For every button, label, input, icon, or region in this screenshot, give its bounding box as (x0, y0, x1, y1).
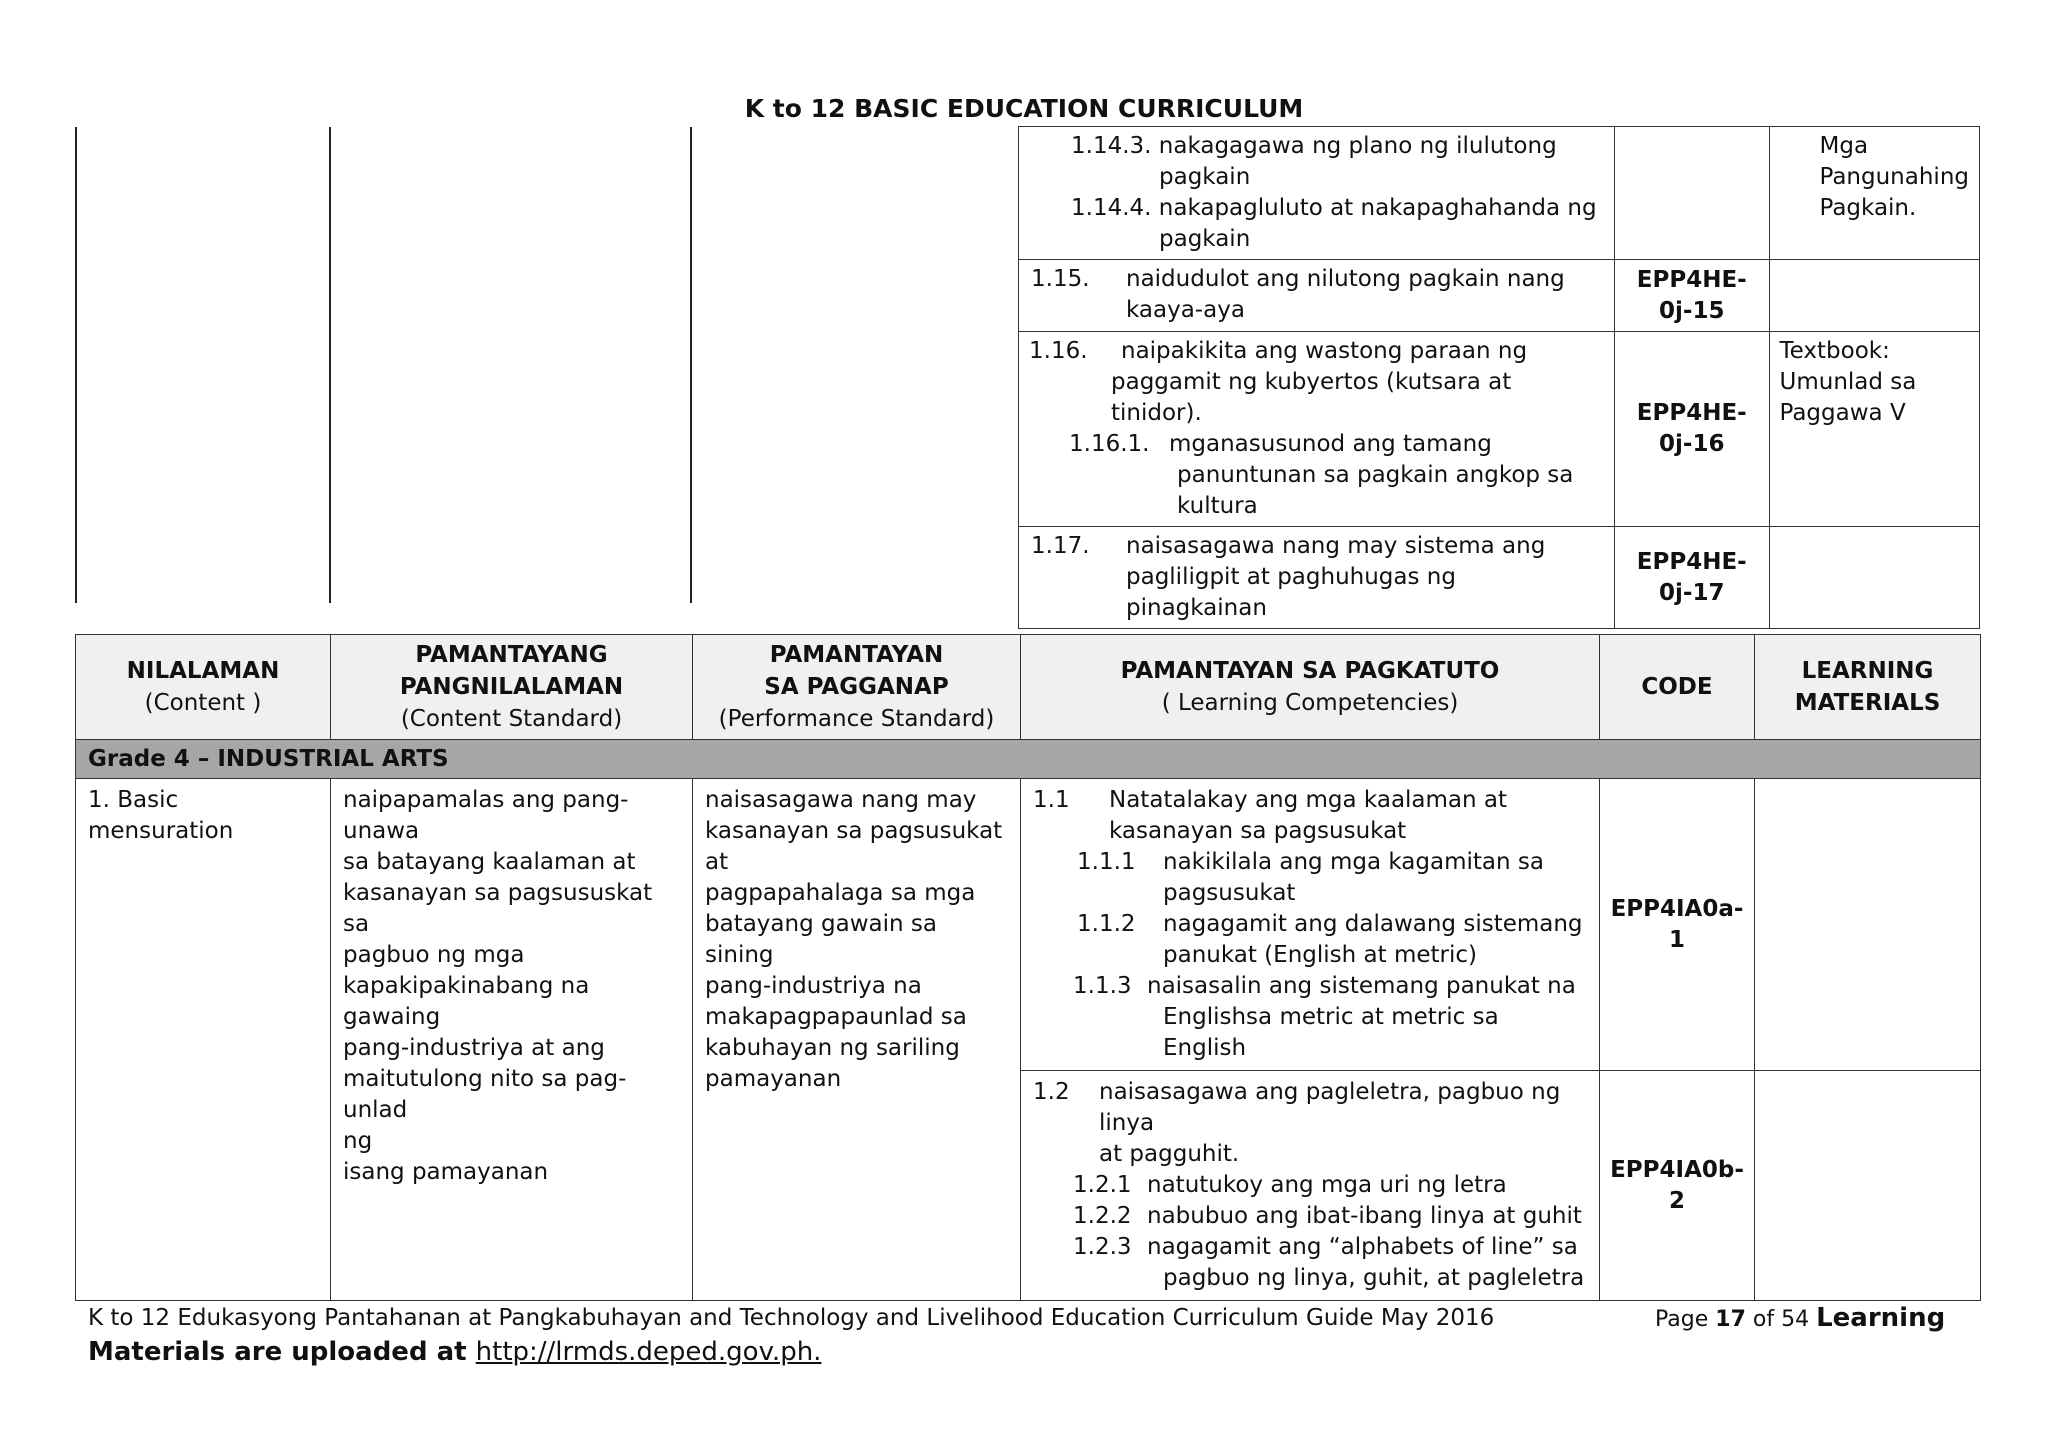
code-text: EPP4IA0a- (1610, 895, 1744, 922)
performance-standard-cell (693, 779, 1021, 1301)
page-prefix: Page (1655, 1307, 1716, 1332)
item-text: naisasagawa ang pagleletra, pagbuo ng linya (1099, 1079, 1561, 1136)
column-divider (329, 127, 331, 603)
footer-learning: Learning (1816, 1303, 1946, 1333)
item-text-cont: kasanayan sa pagsusukat (1109, 818, 1407, 844)
header-title: LEARNING (1801, 658, 1934, 684)
item-number: 1.2.2 (1073, 1203, 1132, 1229)
performance-standard-line: makapagpapaunlad sa (705, 1004, 967, 1030)
item-text-cont: pagkain (1159, 226, 1251, 252)
item-text-cont: paggamit ng kubyertos (kutsara at tinidor). (1111, 369, 1512, 426)
item-text-cont: pagbuo ng linya, guhit, at pagleletra (1163, 1265, 1585, 1291)
lrmds-link[interactable]: http://lrmds.deped.gov.ph. (475, 1337, 822, 1367)
item-text: nagagamit ang dalawang sistemang (1163, 911, 1583, 937)
competency-cell (1021, 1071, 1600, 1301)
content-standard-line: kasanayan sa pagsususkat sa (343, 880, 653, 937)
item-number: 1.1 (1033, 787, 1070, 813)
page-current: 17 (1715, 1307, 1746, 1332)
footer-materials-text: Materials are uploaded at (88, 1337, 476, 1367)
performance-standard-line: pang-industriya na (705, 973, 922, 999)
code-text: EPP4HE- (1636, 266, 1747, 293)
code-cell (1600, 779, 1755, 1071)
content-standard-line: kapakipakinabang na gawaing (343, 973, 590, 1030)
curriculum-table (75, 634, 1981, 1301)
header-content-standard (331, 635, 693, 740)
item-text: Natatalakay ang mga kaalaman at (1109, 787, 1508, 813)
item-text: naisasagawa nang may sistema ang (1126, 533, 1546, 559)
header-code (1600, 635, 1755, 740)
code-text: 0j-16 (1659, 431, 1725, 457)
page-total: of 54 (1745, 1307, 1817, 1332)
code-cell (1615, 127, 1770, 260)
header-title: PAMANTAYAN SA PAGKATUTO (1120, 658, 1500, 684)
item-text-cont: Englishsa metric at metric sa English (1163, 1004, 1499, 1061)
item-text: naidudulot ang nilutong pagkain nang (1126, 266, 1565, 292)
column-divider (75, 127, 77, 603)
content-cell: 1. Basic mensuration (76, 779, 331, 1301)
code-text: EPP4HE- (1636, 548, 1747, 575)
table-row (1019, 332, 1980, 527)
footer-text: K to 12 Edukasyong Pantahanan at Pangkabuhayan and Technology and Livelihood Education Curriculum Guide May 2016 (88, 1305, 1495, 1331)
continuation-table (1018, 126, 1980, 629)
competency-cell (1019, 332, 1615, 527)
header-content (76, 635, 331, 740)
header-performance-standard (693, 635, 1021, 740)
item-text-cont: kultura (1177, 493, 1258, 519)
header-title: MATERIALS (1794, 690, 1941, 716)
item-text: natutukoy ang mga uri ng letra (1147, 1172, 1507, 1198)
item-text: nagagamit ang “alphabets of line” sa (1147, 1234, 1578, 1260)
item-number: 1.1.3 (1073, 973, 1132, 999)
content-standard-line: ng (343, 1128, 373, 1154)
performance-standard-line: kasanayan sa pagsusukat at (705, 818, 1003, 875)
item-number: 1.17. (1031, 533, 1090, 559)
content-standard-line: pagbuo ng mga (343, 942, 525, 968)
performance-standard-line: pamayanan (705, 1066, 842, 1092)
competency-cell (1021, 779, 1600, 1071)
page-number (1655, 1303, 1945, 1333)
item-text: nakikilala ang mga kagamitan sa (1163, 849, 1544, 875)
code-text: EPP4HE- (1636, 400, 1747, 426)
competency-cell (1019, 127, 1615, 260)
materials-cell (1755, 1071, 1981, 1301)
code-text: 1 (1668, 926, 1685, 953)
table-row (1019, 127, 1980, 260)
table-row (1019, 527, 1980, 629)
materials-text: Pagkain. (1819, 195, 1917, 221)
item-number: 1.14.4. (1071, 195, 1152, 221)
header-row (76, 635, 1981, 740)
materials-text: Mga (1819, 133, 1869, 159)
item-text: nabubuo ang ibat-ibang linya at guhit (1147, 1203, 1582, 1229)
competency-cell (1019, 260, 1615, 332)
header-materials (1755, 635, 1981, 740)
performance-standard-line: batayang gawain sa sining (705, 911, 937, 968)
header-sub: (Content Standard) (400, 706, 623, 732)
item-text: naipakikita ang wastong paraan ng (1121, 338, 1528, 364)
competency-cell (1019, 527, 1615, 629)
code-text: 2 (1668, 1187, 1685, 1214)
materials-cell (1769, 260, 1980, 332)
header-sub: ( Learning Competencies) (1161, 690, 1459, 716)
header-title: CODE (1641, 674, 1713, 700)
materials-cell (1755, 779, 1981, 1071)
code-cell (1615, 260, 1770, 332)
item-text-cont: pagliligpit at paghuhugas ng pinagkainan (1126, 564, 1456, 621)
content-standard-cell (331, 779, 693, 1301)
content-standard-line: isang pamayanan (343, 1159, 549, 1185)
item-text: mganasusunod ang tamang (1169, 431, 1492, 457)
item-text: naisasalin ang sistemang panukat na (1147, 973, 1576, 999)
item-number: 1.16.1. (1069, 431, 1150, 457)
content-standard-line: naipapamalas ang pang-unawa (343, 787, 629, 844)
content-standard-line: maitutulong nito sa pag-unlad (343, 1066, 627, 1123)
content-standard-line: sa batayang kaalaman at (343, 849, 636, 875)
code-text: EPP4IA0b- (1610, 1156, 1744, 1183)
grade-label: Grade 4 – INDUSTRIAL ARTS (76, 740, 1981, 779)
grade-row (76, 740, 1981, 779)
item-number: 1.14.3. (1071, 133, 1152, 159)
header-title: PAMANTAYAN (769, 642, 944, 668)
content-standard-line: pang-industriya at ang (343, 1035, 605, 1061)
performance-standard-line: pagpapahalaga sa mga (705, 880, 976, 906)
item-number: 1.15. (1031, 266, 1090, 292)
code-text: 0j-15 (1659, 297, 1725, 324)
item-number: 1.2 (1033, 1079, 1070, 1105)
performance-standard-line: naisasagawa nang may (705, 787, 977, 813)
header-title: PANGNILALAMAN (399, 674, 624, 700)
page-title: K to 12 BASIC EDUCATION CURRICULUM (744, 94, 1304, 123)
materials-text: Pangunahing (1819, 164, 1969, 190)
item-text-cont: panuntunan sa pagkain angkop sa (1177, 462, 1574, 488)
code-cell (1615, 527, 1770, 629)
code-text: 0j-17 (1659, 579, 1725, 606)
item-number: 1.2.1 (1073, 1172, 1132, 1198)
header-sub: (Content ) (144, 690, 262, 716)
header-title: NILALAMAN (126, 658, 280, 684)
item-number: 1.2.3 (1073, 1234, 1132, 1260)
item-text-cont: kaaya-aya (1126, 297, 1245, 323)
header-title: PAMANTAYANG (415, 642, 608, 668)
header-sub: (Performance Standard) (718, 706, 995, 732)
item-text-cont: pagsusukat (1163, 880, 1296, 906)
item-text-cont: pagkain (1159, 164, 1251, 190)
item-text-cont: at pagguhit. (1099, 1141, 1240, 1167)
materials-cell (1769, 527, 1980, 629)
item-number: 1.16. (1029, 338, 1088, 364)
performance-standard-line: kabuhayan ng sariling (705, 1035, 960, 1061)
item-number: 1.1.2 (1077, 911, 1136, 937)
table-row (76, 779, 1981, 1071)
header-title: SA PAGGANAP (764, 674, 949, 700)
header-competencies (1021, 635, 1600, 740)
table-row (1019, 260, 1980, 332)
item-text: nakagagawa ng plano ng ilulutong (1158, 133, 1557, 159)
item-text: nakapagluluto at nakapaghahanda ng (1158, 195, 1597, 221)
code-cell (1600, 1071, 1755, 1301)
footer-materials (88, 1337, 821, 1367)
materials-cell: Textbook: Umunlad sa Paggawa V (1769, 332, 1980, 527)
column-divider (690, 127, 692, 603)
item-number: 1.1.1 (1077, 849, 1136, 875)
materials-cell (1769, 127, 1980, 260)
item-text-cont: panukat (English at metric) (1163, 942, 1477, 968)
code-cell (1615, 332, 1770, 527)
